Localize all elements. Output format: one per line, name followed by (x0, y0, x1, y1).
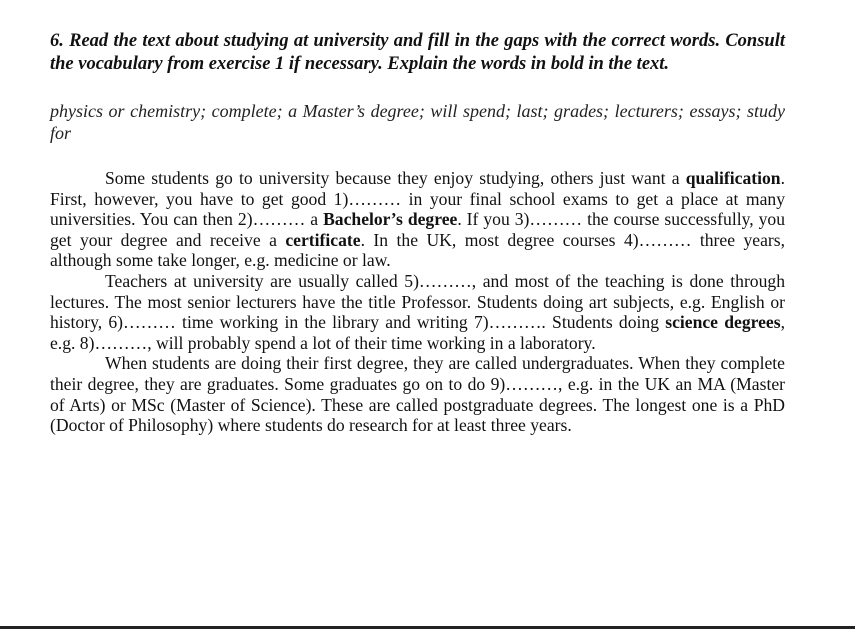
paragraph-1 (50, 168, 785, 271)
paragraph-2 (50, 271, 785, 353)
text-run: Teachers at university are usually called 5)………, and most of the teaching is done through lectures. The most senior lecturers have the title Professor. Students doing art subjects, e.g. English or history, 6)……… time working in the library and writing 7)………. Students doing (50, 270, 785, 333)
bold-term-science-degrees: science degrees (665, 312, 781, 333)
bold-term-bachelors-degree: Bachelor’s degree (323, 209, 458, 230)
text-run: Some students go to university because they enjoy studying, others just want a (105, 168, 686, 188)
paragraph-3 (50, 353, 785, 435)
text-run: , e.g. 8)………, will probably spend a lot of their time working in a laboratory. (50, 312, 785, 353)
task-instruction: 6. Read the text about studying at university and fill in the gaps with the correct words. Consult the vocabulary from exercise 1 if necessary. Explain the words in bold in the text. (50, 31, 785, 74)
word-bank: physics or chemistry; complete; a Master’s degree; will spend; last; grades; lecturers; essays; study for (50, 101, 785, 143)
text-run: . In the UK, most degree courses 4)……… three years, although some take longer, e.g. medicine or law. (50, 229, 785, 271)
bold-term-qualification: qualification (685, 168, 781, 188)
text-run: . First, however, you have to get good 1)……… in your final school exams to get a place at many universities. You can then 2)……… a (50, 168, 785, 230)
text-run: When students are doing their first degree, they are called undergraduates. When they complete their degree, they are graduates. Some graduates go on to do 9)………, e.g. in the UK an MA (Master of Arts) or MSc (Master of Science). These are called postgraduate degrees. The longest one is a PhD (Doctor of Philosophy) where students do research for at least three years. (50, 353, 785, 436)
text-run: . If you 3)……… the course successfully, you get your degree and receive a (50, 209, 785, 250)
bold-term-certificate: certificate (285, 229, 361, 250)
